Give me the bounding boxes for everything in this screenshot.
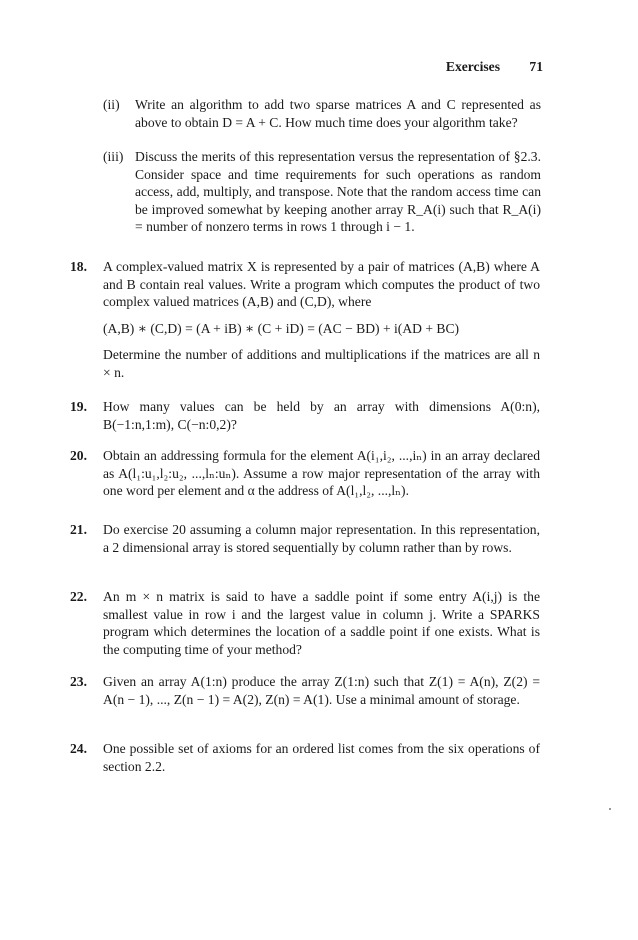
formula-text: (A,B) ∗ (C,D) = (A + iB) ∗ (C + iD) = (AC − BD) + i(AD + BC) bbox=[103, 321, 460, 336]
subitem-iii bbox=[103, 148, 541, 236]
subitem-label: (ii) bbox=[103, 97, 120, 112]
exercise-number: 20. bbox=[70, 448, 87, 463]
running-header bbox=[446, 58, 543, 76]
exercise-18-continued bbox=[70, 346, 540, 381]
exercise-number: 21. bbox=[70, 522, 87, 537]
exercise-20 bbox=[70, 447, 540, 500]
page-number: 71 bbox=[529, 59, 543, 74]
exercise-19 bbox=[70, 398, 540, 433]
exercise-18-formula bbox=[103, 320, 543, 338]
exercise-text: Determine the number of additions and multiplications if the matrices are all n × n. bbox=[103, 347, 540, 380]
exercise-text: Do exercise 20 assuming a column major representation. In this representation, a 2 dimensional array is stored sequentially by column rather than by rows. bbox=[103, 522, 540, 555]
subitem-text: Write an algorithm to add two sparse matrices A and C represented as above to obtain D = A + C. How much time does your algorithm take? bbox=[135, 97, 541, 130]
header-title: Exercises bbox=[445, 59, 500, 74]
subitem-text: Discuss the merits of this representation versus the representation of §2.3. Consider space and time requirements for such operations as random access, add, multiply, and transpose. Note that the random access time can be improved somewhat by keeping another array R_A(i) such that R_A(i) = number of nonzero terms in rows 1 through i − 1. bbox=[135, 149, 541, 235]
subitem-label: (iii) bbox=[103, 149, 124, 164]
exercise-number: 24. bbox=[70, 741, 87, 756]
exercise-number: 19. bbox=[70, 399, 87, 414]
page-speck bbox=[609, 808, 611, 810]
exercise-text: An m × n matrix is said to have a saddle point if some entry A(i,j) is the smallest value in row i and the largest value in column j. Write a SPARKS program which determines the location of a saddle point if one exists. What is the computing time of your method? bbox=[103, 589, 540, 657]
exercise-22 bbox=[70, 588, 540, 658]
exercise-text: How many values can be held by an array with dimensions A(0:n), B(−1:n,1:m), C(−n:0,2)? bbox=[103, 399, 540, 432]
exercise-18 bbox=[70, 258, 540, 311]
exercise-text: One possible set of axioms for an ordered list comes from the six operations of section 2.2. bbox=[103, 741, 540, 774]
exercise-text: Obtain an addressing formula for the element A(i₁,i₂, ...,iₙ) in an array declared as A(l₁:u₁,l₂:u₂, ...,lₙ:uₙ). Assume a row major representation of the array with one word per element and α the address of A(l₁,l₂, ...,lₙ). bbox=[103, 448, 540, 499]
subitem-ii bbox=[103, 96, 541, 131]
exercise-21 bbox=[70, 521, 540, 556]
exercise-24 bbox=[70, 740, 540, 775]
exercise-number: 22. bbox=[70, 589, 87, 604]
exercise-text: Given an array A(1:n) produce the array Z(1:n) such that Z(1) = A(n), Z(2) = A(n − 1), ..., Z(n − 1) = A(2), Z(n) = A(1). Use a minimal amount of storage. bbox=[103, 674, 540, 707]
exercise-text: A complex-valued matrix X is represented by a pair of matrices (A,B) where A and B contain real values. Write a program which computes the product of two complex valued matrices (A,B) and (C,D), where bbox=[103, 259, 540, 310]
exercise-number: 23. bbox=[70, 674, 87, 689]
exercise-23 bbox=[70, 673, 540, 708]
exercise-number: 18. bbox=[70, 259, 87, 274]
